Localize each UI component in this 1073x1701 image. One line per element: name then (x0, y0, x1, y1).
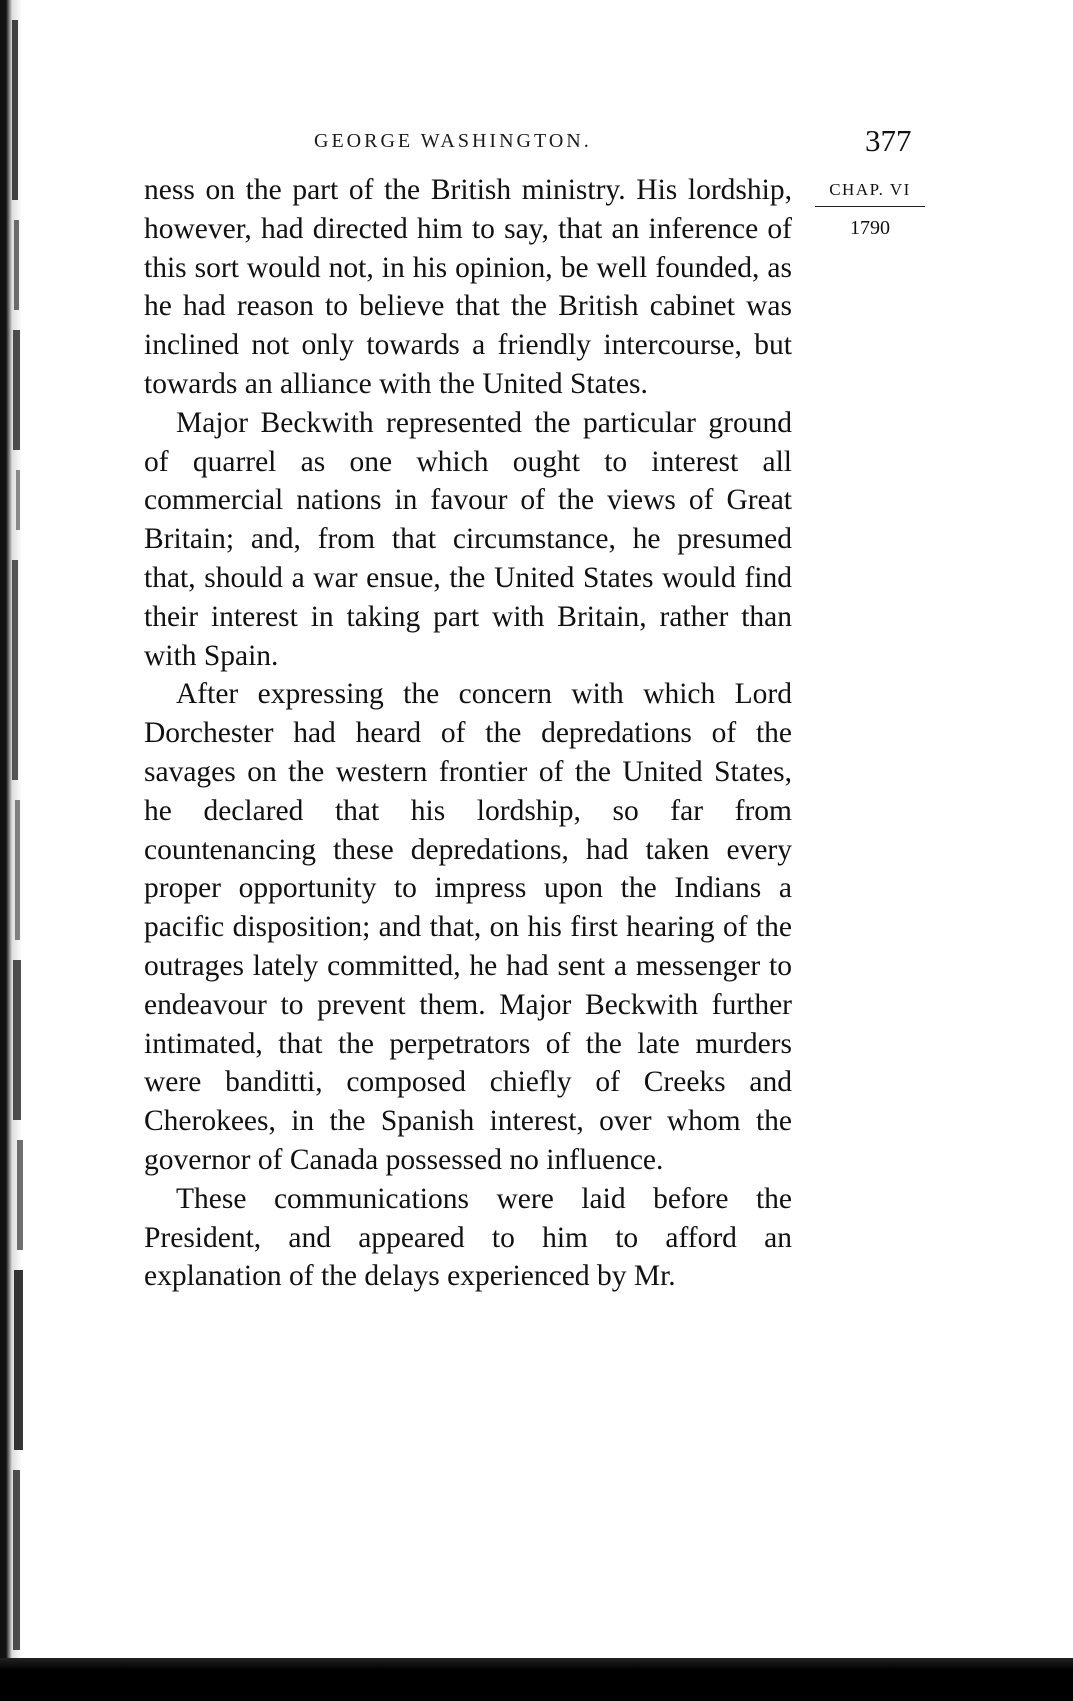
paragraph-3: After expressing the concern with which Lord Dorchester had heard of the depredations of the savages on the western frontier of the United States, he declared that his lordship, so far from countenancing these depredations, had taken every proper opportunity to impress upon the Indians a pacific disposition; and that, on his first hearing of the outrages lately committed, he had sent a messenger to endeavour to prevent them. Major Beckwith further intimated, that the perpetrators of the late murders were banditti, composed chiefly of Creeks and Cherokees, in the Spanish interest, over whom the governor of Canada possessed no influence. (144, 678, 792, 1176)
paragraph-4: These communications were laid before the President, and appeared to him to afford an explanation of the delays experienced by Mr. (144, 1182, 792, 1293)
body-text (144, 171, 792, 1296)
bottom-scan-edge (0, 1658, 1073, 1701)
binding-shadow-marks (8, 0, 42, 1701)
page-number: 377 (865, 123, 912, 158)
paragraph-1: ness on the part of the British ministry. His lordship, however, had directed him to say, that an inference of this sort would not, in his opinion, be well founded, as he had reason to believe that the British cabinet was inclined not only towards a friendly intercourse, but towards an alliance with the United States. (144, 174, 792, 400)
paragraph-2: Major Beckwith represented the particular ground of quarrel as one which ought to interest all commercial nations in favour of the views of Great Britain; and, from that circumstance, he presumed that, should a war ensue, the United States would find their interest in taking part with Britain, rather than with Spain. (144, 406, 792, 672)
running-title: GEORGE WASHINGTON. (314, 130, 592, 152)
margin-note (815, 180, 925, 240)
chapter-label: CHAP. VI (815, 180, 925, 207)
year-label: 1790 (850, 217, 890, 239)
